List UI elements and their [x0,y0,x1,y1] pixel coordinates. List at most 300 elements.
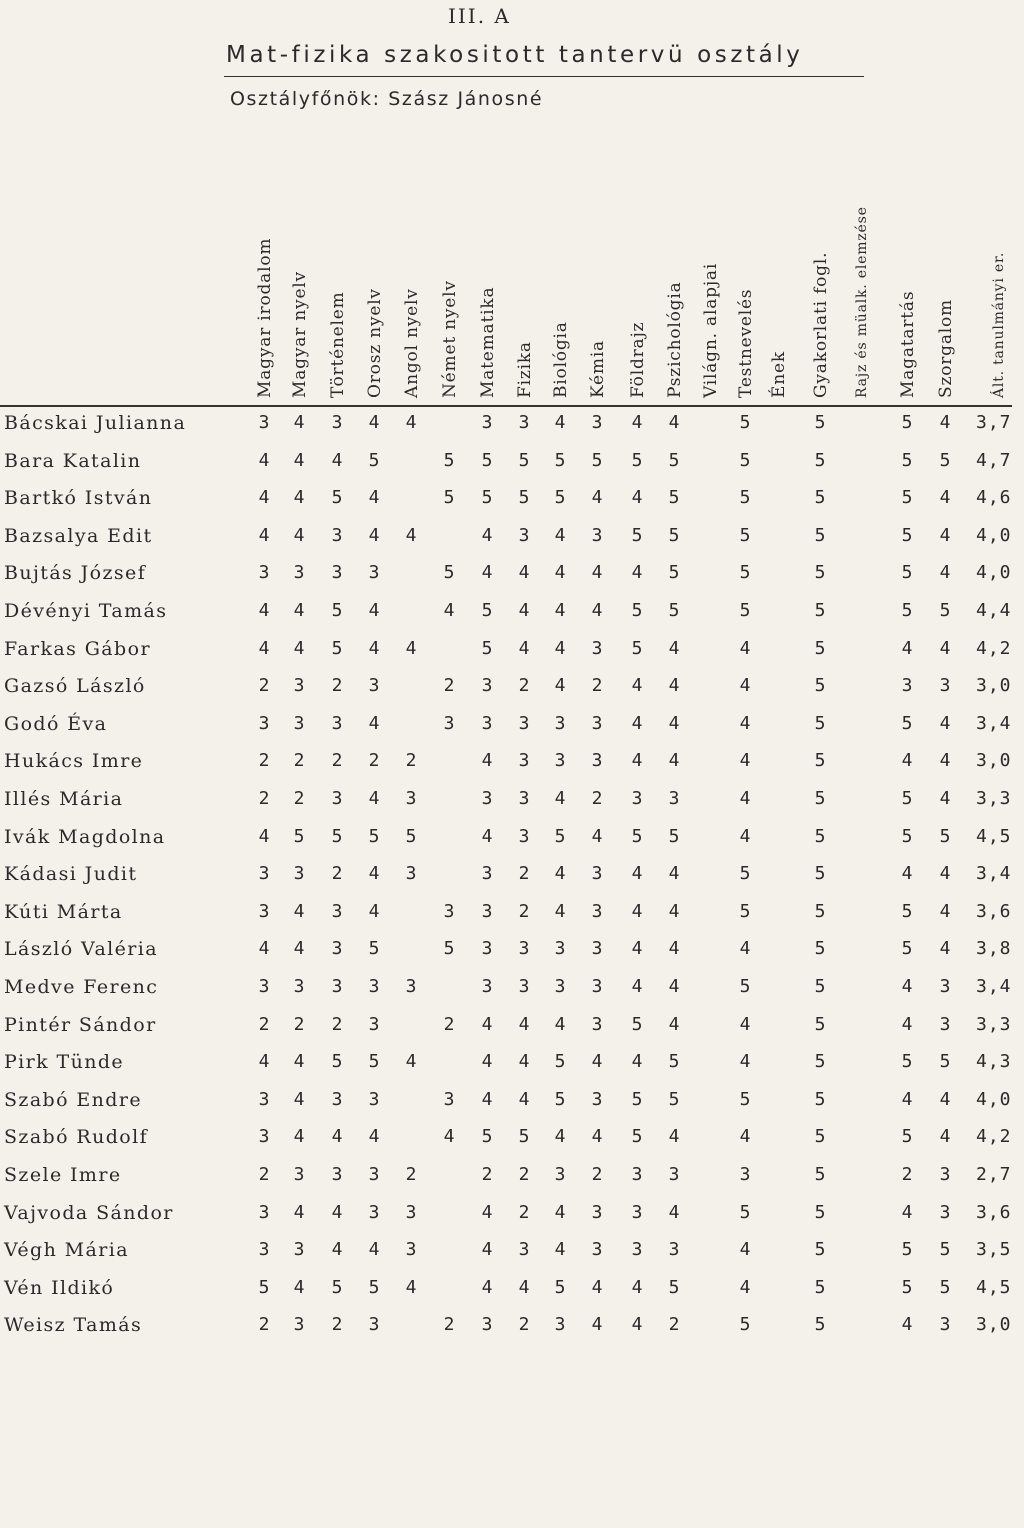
grade-cell: 3 [668,1239,680,1260]
grade-cell: 3 [481,675,493,696]
grade-cell: 4 [481,1202,493,1223]
grade-cell: 4 [739,1126,751,1147]
grade-cell: 5 [901,412,913,433]
table-row [0,483,1024,520]
grade-cell: 5 [814,487,826,508]
document-title: Mat-fizika szakositott tantervü osztály [226,42,804,68]
grade-cell: 4 [668,901,680,922]
grade-cell: 3 [481,713,493,734]
grade-cell: 3 [258,901,270,922]
grade-cell: 4 [668,976,680,997]
grade-cell: 5 [518,450,530,471]
grade-cell: 5 [901,1126,913,1147]
grade-cell: 4 [443,600,455,621]
grade-cell: 3 [554,713,566,734]
average-cell: 3,5 [976,1239,1012,1260]
average-cell: 4,2 [976,638,1012,659]
grade-cell: 5 [901,938,913,959]
column-header [436,148,462,398]
grade-cell: 5 [739,450,751,471]
grade-cell: 5 [814,938,826,959]
grade-cell: 3 [554,938,566,959]
grade-cell: 3 [443,901,455,922]
grade-cell: 4 [901,1014,913,1035]
table-row [0,709,1024,746]
grade-cell: 4 [739,1239,751,1260]
average-cell: 4,7 [976,450,1012,471]
grade-cell: 4 [554,901,566,922]
grade-cell: 4 [591,487,603,508]
grade-cell: 3 [405,976,417,997]
column-header [697,148,723,398]
grade-cell: 3 [591,750,603,771]
grade-cell: 5 [901,487,913,508]
grade-cell: 5 [901,450,913,471]
grade-cell: 4 [554,675,566,696]
grade-cell: 4 [331,1126,343,1147]
grade-cell: 5 [668,525,680,546]
table-row [0,1235,1024,1272]
grade-cell: 4 [518,600,530,621]
grade-cell: 4 [668,713,680,734]
grade-cell: 2 [668,1314,680,1335]
grade-cell: 3 [901,675,913,696]
grade-cell: 3 [739,1164,751,1185]
grade-cell: 3 [668,1164,680,1185]
grade-cell: 5 [901,1051,913,1072]
grade-cell: 4 [293,450,305,471]
grade-cell: 3 [258,1202,270,1223]
column-header [979,148,1005,398]
grade-cell: 2 [293,1014,305,1035]
grade-cell: 4 [591,600,603,621]
column-header [584,148,610,398]
grade-cell: 3 [591,976,603,997]
grade-cell: 4 [293,638,305,659]
grade-cell: 2 [481,1164,493,1185]
grade-cell: 5 [739,562,751,583]
average-cell: 4,5 [976,1277,1012,1298]
grade-cell: 3 [591,863,603,884]
grade-cell: 4 [939,487,951,508]
grade-cell: 5 [443,487,455,508]
average-cell: 3,0 [976,1314,1012,1335]
grade-cell: 5 [814,1126,826,1147]
grade-cell: 4 [368,788,380,809]
student-name: Ivák Magdolna [4,826,166,848]
column-header-label: Gyakorlati fogl. [811,251,831,398]
grade-cell: 3 [331,976,343,997]
grade-cell: 4 [901,1202,913,1223]
grade-cell: 4 [631,1277,643,1298]
grade-cell: 3 [518,938,530,959]
grade-cell: 4 [901,1314,913,1335]
table-row [0,934,1024,971]
grade-cell: 5 [631,1089,643,1110]
table-row [0,784,1024,821]
grade-cell: 3 [293,1164,305,1185]
grade-cell: 3 [331,1164,343,1185]
student-name: Farkas Gábor [4,638,151,660]
grade-cell: 3 [405,1202,417,1223]
table-row [0,408,1024,445]
student-name: Bácskai Julianna [4,412,187,434]
grade-cell: 4 [443,1126,455,1147]
grade-cell: 5 [814,525,826,546]
grade-cell: 4 [368,525,380,546]
column-header-label: Angol nyelv [402,288,422,398]
column-headers [0,140,1024,404]
grade-cell: 4 [481,1051,493,1072]
column-header-label: Ének [769,351,789,398]
grade-cell: 3 [518,788,530,809]
student-name: Vajvoda Sándor [4,1202,174,1224]
grade-cell: 4 [739,788,751,809]
grade-cell: 2 [258,788,270,809]
grade-cell: 4 [554,638,566,659]
table-row [0,1273,1024,1310]
grade-cell: 5 [739,1202,751,1223]
grade-cell: 5 [631,450,643,471]
grade-cell: 5 [554,450,566,471]
table-row [0,1198,1024,1235]
grade-cell: 4 [668,675,680,696]
grade-cell: 5 [814,450,826,471]
average-cell: 3,4 [976,713,1012,734]
grade-cell: 5 [554,1051,566,1072]
grade-cell: 5 [368,1051,380,1072]
grade-cell: 5 [554,1277,566,1298]
column-header [474,148,500,398]
grade-cell: 3 [443,713,455,734]
table-row [0,596,1024,633]
grade-cell: 5 [901,525,913,546]
grade-cell: 2 [518,675,530,696]
average-cell: 3,3 [976,788,1012,809]
grade-cell: 3 [293,675,305,696]
table-row [0,1010,1024,1047]
column-header-label: Magatartás [898,290,918,398]
column-header [807,148,833,398]
grade-cell: 4 [518,1014,530,1035]
grade-cell: 4 [668,638,680,659]
grade-cell: 4 [739,938,751,959]
grade-cell: 3 [591,638,603,659]
average-cell: 3,8 [976,938,1012,959]
grade-cell: 3 [591,713,603,734]
column-header [624,148,650,398]
grade-cell: 3 [368,976,380,997]
grade-cell: 2 [331,750,343,771]
grade-cell: 4 [293,1089,305,1110]
grade-cell: 4 [631,863,643,884]
column-header [547,148,573,398]
grade-cell: 5 [939,450,951,471]
grade-cell: 4 [481,826,493,847]
student-name: Bara Katalin [4,450,142,472]
grade-cell: 4 [518,1089,530,1110]
grade-cell: 5 [554,826,566,847]
grade-cell: 4 [554,1202,566,1223]
average-cell: 2,7 [976,1164,1012,1185]
grade-cell: 4 [939,938,951,959]
grade-cell: 5 [739,412,751,433]
grade-cell: 4 [368,901,380,922]
grade-cell: 4 [668,1202,680,1223]
grade-cell: 5 [901,713,913,734]
grade-cell: 3 [293,1239,305,1260]
grade-cell: 4 [631,938,643,959]
grade-cell: 4 [518,1277,530,1298]
grade-cell: 3 [631,1202,643,1223]
grade-cell: 4 [293,938,305,959]
table-row [0,521,1024,558]
grade-cell: 4 [939,638,951,659]
grade-cell: 3 [405,1239,417,1260]
grade-cell: 4 [518,562,530,583]
student-name: Pintér Sándor [4,1014,157,1036]
grade-cell: 5 [668,826,680,847]
student-name: Végh Mária [4,1239,129,1261]
grade-cell: 3 [258,562,270,583]
grade-cell: 3 [293,976,305,997]
grade-cell: 5 [901,562,913,583]
grade-cell: 4 [739,638,751,659]
grade-cell: 5 [814,976,826,997]
column-header-label: Matematika [478,286,498,398]
grade-cell: 4 [293,1277,305,1298]
table-row [0,1047,1024,1084]
grade-cell: 2 [405,750,417,771]
grade-cell: 5 [331,638,343,659]
grade-cell: 3 [331,525,343,546]
column-header [251,148,277,398]
grade-cell: 5 [739,525,751,546]
grade-cell: 5 [481,487,493,508]
grade-cell: 4 [668,750,680,771]
grade-cell: 3 [591,901,603,922]
grade-cell: 5 [739,1314,751,1335]
column-header [661,148,687,398]
grade-cell: 5 [331,487,343,508]
average-cell: 3,3 [976,1014,1012,1035]
grade-cell: 5 [901,1277,913,1298]
grade-cell: 4 [631,1051,643,1072]
grade-cell: 4 [939,1126,951,1147]
grade-cell: 3 [518,1239,530,1260]
grade-cell: 4 [293,1202,305,1223]
grade-cell: 4 [901,1089,913,1110]
grade-cell: 5 [668,600,680,621]
student-name: Medve Ferenc [4,976,159,998]
grade-cell: 4 [481,1014,493,1035]
column-header [894,148,920,398]
grade-cell: 3 [331,1089,343,1110]
grade-cell: 3 [554,976,566,997]
grade-cell: 4 [405,412,417,433]
table-row [0,822,1024,859]
grade-cell: 5 [293,826,305,847]
table-row [0,746,1024,783]
column-header-label: Orosz nyelv [365,288,385,398]
grade-cell: 3 [591,938,603,959]
table-row [0,634,1024,671]
grade-cell: 3 [405,788,417,809]
grade-cell: 3 [481,412,493,433]
student-name: Szele Imre [4,1164,122,1186]
student-name: Weisz Tamás [4,1314,143,1336]
table-row [0,558,1024,595]
column-header-label: Kémia [588,340,608,398]
table-row [0,897,1024,934]
grade-cell: 4 [668,1014,680,1035]
grade-cell: 5 [814,1202,826,1223]
grade-cell: 4 [901,638,913,659]
grade-cell: 4 [481,1277,493,1298]
grade-cell: 5 [739,487,751,508]
grade-cell: 3 [481,901,493,922]
grade-cell: 4 [258,450,270,471]
grade-cell: 4 [939,412,951,433]
grade-cell: 5 [668,1277,680,1298]
grade-cell: 5 [554,487,566,508]
grade-cell: 3 [518,976,530,997]
grade-cell: 3 [293,562,305,583]
table-row [0,446,1024,483]
grade-cell: 5 [814,750,826,771]
grade-cell: 4 [631,901,643,922]
average-cell: 4,5 [976,826,1012,847]
grade-cell: 3 [668,788,680,809]
grade-cell: 4 [368,600,380,621]
document-header [0,0,1024,120]
grade-cell: 3 [331,412,343,433]
grade-cell: 4 [631,412,643,433]
grade-cell: 4 [631,750,643,771]
grade-cell: 4 [481,1089,493,1110]
grade-cell: 3 [331,788,343,809]
grade-cell: 4 [739,750,751,771]
column-header-label: Világn. alapjai [701,262,721,398]
grade-cell: 2 [258,1314,270,1335]
grade-cell: 5 [901,788,913,809]
grade-cell: 5 [668,450,680,471]
grade-cell: 4 [331,450,343,471]
grade-cell: 5 [739,863,751,884]
grade-cell: 5 [814,600,826,621]
grade-cell: 4 [939,525,951,546]
grade-cell: 5 [739,901,751,922]
grade-cell: 3 [293,713,305,734]
grade-cell: 5 [901,1239,913,1260]
grade-cell: 5 [739,976,751,997]
grade-cell: 2 [518,1314,530,1335]
column-header-label: Történelem [328,291,348,398]
grade-cell: 5 [814,1277,826,1298]
grade-cell: 5 [368,938,380,959]
grade-cell: 4 [258,600,270,621]
grade-cell: 5 [368,1277,380,1298]
grade-cell: 4 [668,1126,680,1147]
grade-cell: 2 [518,1202,530,1223]
grade-cell: 2 [518,863,530,884]
grade-cell: 4 [554,1126,566,1147]
grade-cell: 5 [368,450,380,471]
grade-cell: 2 [901,1164,913,1185]
grade-cell: 2 [443,1314,455,1335]
grade-cell: 5 [814,1051,826,1072]
grade-cell: 4 [739,826,751,847]
student-name: Kúti Márta [4,901,123,923]
column-header [511,148,537,398]
grade-cell: 3 [331,562,343,583]
grade-cell: 3 [258,713,270,734]
grade-cell: 4 [739,1014,751,1035]
grade-cell: 4 [293,600,305,621]
grade-cell: 3 [258,1089,270,1110]
grade-cell: 5 [518,1126,530,1147]
grade-cell: 4 [901,863,913,884]
grade-cell: 5 [814,1089,826,1110]
grade-cell: 2 [331,863,343,884]
table-row [0,1085,1024,1122]
grade-cell: 4 [405,1277,417,1298]
grade-cell: 4 [368,487,380,508]
grade-cell: 4 [739,713,751,734]
grade-cell: 4 [591,562,603,583]
grade-cell: 4 [554,1239,566,1260]
grade-cell: 4 [631,562,643,583]
header-divider [0,405,1012,407]
grade-cell: 2 [443,675,455,696]
average-cell: 3,6 [976,901,1012,922]
average-cell: 3,0 [976,675,1012,696]
grade-cell: 3 [591,525,603,546]
grade-cell: 5 [405,826,417,847]
class-teacher: Osztályfőnök: Szász Jánosné [230,88,544,110]
average-cell: 3,4 [976,863,1012,884]
grade-cell: 4 [258,487,270,508]
grade-cell: 4 [901,750,913,771]
grade-cell: 5 [631,638,643,659]
grade-cell: 3 [368,675,380,696]
grade-cell: 3 [631,1164,643,1185]
grade-cell: 5 [814,675,826,696]
grade-cell: 3 [481,938,493,959]
grade-cell: 5 [939,1239,951,1260]
student-name: Hukács Imre [4,750,144,772]
grade-cell: 5 [814,863,826,884]
grade-cell: 5 [631,600,643,621]
grade-cell: 3 [591,1014,603,1035]
grade-cell: 3 [939,976,951,997]
grade-cell: 5 [814,826,826,847]
grade-cell: 3 [518,750,530,771]
student-name: Illés Mária [4,788,124,810]
student-name: Bazsalya Edit [4,525,153,547]
grade-cell: 5 [518,487,530,508]
grade-cell: 5 [814,638,826,659]
grade-cell: 4 [591,1051,603,1072]
grade-cell: 4 [331,1239,343,1260]
grade-cell: 4 [518,638,530,659]
grade-cell: 2 [293,750,305,771]
grade-cell: 4 [668,938,680,959]
column-header [286,148,312,398]
student-name: Vén Ildikó [4,1277,115,1299]
student-name: Pirk Tünde [4,1051,125,1073]
grade-cell: 5 [814,1164,826,1185]
